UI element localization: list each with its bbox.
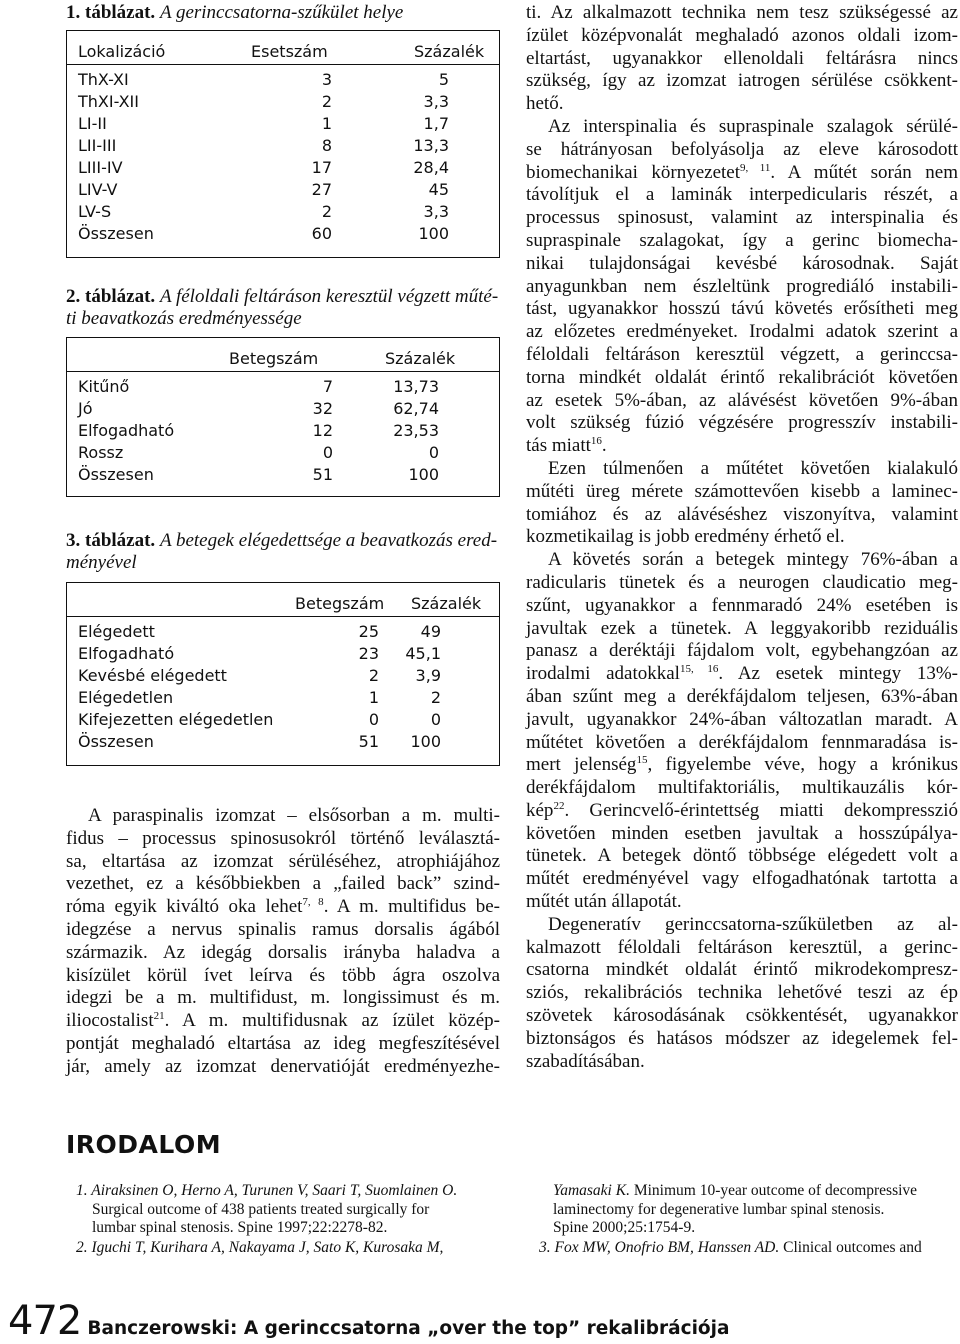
table-cell: 13,3 [413, 136, 449, 155]
paragraph-line: tünetek. A betegek döntő többsége elégedett volt a [526, 845, 958, 867]
table-cell: Elégedett [78, 622, 155, 641]
table1-label: 1. táblázat. [66, 2, 156, 23]
table-cell: Összesen [78, 732, 154, 751]
paragraph-line: róma egyik kiváltó oka lehet [66, 896, 303, 918]
paragraph-line: követően minden esetben javultak a hosszúpálya- [526, 822, 958, 844]
table3-header-rule [67, 616, 499, 617]
reference-authors: 3. Fox MW, Onofrio BM, Hanssen AD. [539, 1238, 780, 1256]
citation: 22 [553, 799, 565, 812]
paragraph-line: távolítjuk el a laminák interpedicularis részét, a [526, 184, 958, 206]
table-row [67, 179, 499, 201]
paragraph-line: műtétet követően a derékfájdalom fennmaradása is- [526, 731, 958, 753]
table-cell: 1,7 [423, 114, 449, 133]
table-cell: LIV-V [78, 180, 118, 199]
table-cell: 0 [428, 443, 439, 462]
paragraph-line: csatorna mindkét oldalát érintő mikrodekompresz- [526, 959, 958, 981]
paragraph-line: idegzése a nervus spinalis ramus dorsalis ágából [66, 918, 500, 940]
paragraph-line: biomechanikai környezetet [526, 161, 740, 183]
citation: 9, 11 [740, 161, 771, 174]
paragraph-line: féloldali feltáráson keresztül végzett, a gerinccsa- [526, 343, 958, 365]
paragraph-line: tást, ugyanakkor hosszú távú követés erősítheti meg [526, 298, 958, 320]
table-row [67, 442, 499, 464]
table-row [67, 157, 499, 179]
table-row [67, 201, 499, 223]
paragraph-line: iliocostalist [66, 1010, 154, 1032]
citation: 16 [590, 435, 602, 448]
paragraph-line: anyagunkban nem észleltünk progrediáló instabili- [526, 275, 958, 297]
table-row [67, 621, 499, 643]
table-cell: 0 [430, 710, 441, 729]
table3-label: 3. táblázat. [66, 530, 156, 551]
table2-label: 2. táblázat. [66, 286, 156, 307]
paragraph-line: származik. Az idegág dorsalis irányba haladva a [66, 941, 500, 963]
table-cell: Jó [78, 399, 93, 418]
paragraph-line: szükség, így az izomzat iatrogen sérülése csökkent- [526, 70, 958, 92]
table-cell: 2 [321, 92, 332, 111]
table-cell: 51 [312, 465, 333, 484]
table1-title: A gerinccsatorna-szűkület helye [159, 2, 404, 23]
paragraph-line: . A műtét során nem [770, 161, 958, 183]
table-cell: 3,3 [423, 202, 449, 221]
table3-title: A betegek elégedettsége a beavatkozás ered- [159, 530, 498, 551]
table2-header-row [67, 348, 499, 370]
table-row [67, 643, 499, 665]
paragraph-line: . A m. multifidus be- [323, 896, 501, 918]
paragraph-line: biztonságos és hatásos módszer az idegelemek fel- [526, 1027, 958, 1049]
table-row [67, 731, 499, 753]
paragraph-line: nikai tulajdonságai kevésbé károsodnak. Saját [526, 252, 958, 274]
page-footer [8, 1298, 729, 1344]
paragraph-line: supraspinale szalagokat, így a gerinc biomecha- [526, 229, 958, 251]
table-cell: 8 [321, 136, 332, 155]
table-cell: Elfogadható [78, 421, 175, 440]
table-cell: 17 [311, 158, 332, 177]
table1-caption [66, 2, 500, 24]
paragraph-line: műtéti üreg mérete számottevően kisebb a laminec- [526, 480, 958, 502]
paragraph-line: Degeneratív gerinccsatorna-szűkületben az al- [548, 913, 958, 935]
paragraph-line: szabadításában. [526, 1050, 645, 1072]
paragraph-line: fidus – processus spinosusokról történő leválasztá- [66, 827, 500, 849]
references-left [76, 1182, 500, 1257]
paragraph-line: pontját meghaladó eltartása az ideg megfeszítésével [66, 1032, 500, 1054]
paragraph-line: torna mindkét oldalát érintő rekalibrációt követően [526, 366, 958, 388]
paragraph-line: Az interspinalia és supraspinale szalagok sérülé- [548, 115, 958, 137]
table3 [66, 582, 500, 766]
table-cell: 23 [358, 644, 379, 663]
paragraph-line: volt szükség fúzió végzésére progresszív instabili- [526, 412, 958, 434]
table-row [67, 398, 499, 420]
table-cell: Összesen [78, 465, 154, 484]
table3-title: ményével [66, 552, 137, 573]
table-cell: 1 [368, 688, 379, 707]
table-cell: 2 [430, 688, 441, 707]
table1-header-row [67, 41, 499, 63]
table-cell: 1 [321, 114, 332, 133]
table-row [67, 376, 499, 398]
table-cell: 0 [368, 710, 379, 729]
reference-text: Minimum 10-year outcome of decompressive [629, 1182, 918, 1199]
paragraph-line: , figyelembe véve, hogy a krónikus [647, 754, 958, 776]
table-cell: 3,3 [423, 92, 449, 111]
reference-authors: Yamasaki K. [553, 1182, 630, 1199]
table-cell: 25 [358, 622, 379, 641]
table1-header: Százalék [414, 42, 485, 61]
table-row [67, 91, 499, 113]
table-cell: 49 [420, 622, 441, 641]
reference-authors: 1. Airaksinen O, Herno A, Turunen V, Saari T, Suomlainen O. [76, 1182, 458, 1199]
table-row [67, 223, 499, 245]
table3-header: Betegszám [295, 594, 385, 613]
table-cell: 100 [408, 465, 439, 484]
paragraph-line: ízület középvonalát meghaladó azonos oldali izom- [526, 24, 958, 46]
table-row [67, 665, 499, 687]
table-cell: LV-S [78, 202, 112, 221]
table1 [66, 30, 500, 258]
right-body-text [526, 2, 958, 1073]
paragraph-line: idegzi be a m. multifidust, m. longissimust és m. [66, 987, 500, 1009]
table-cell: 45 [428, 180, 449, 199]
table2 [66, 337, 500, 497]
table-row [67, 464, 499, 486]
table1-header: Lokalizáció [78, 42, 166, 61]
table-cell: 13,73 [393, 377, 439, 396]
paragraph-line: . Az esetek mintegy 13%- [718, 663, 959, 685]
table-cell: 3 [321, 70, 332, 89]
table2-caption [66, 286, 500, 330]
reference-text: Spine 2000;25:1754-9. [553, 1219, 696, 1236]
paragraph-line: tomiához és az alávéséshez viszonyítva, valamint [526, 503, 958, 525]
paragraph-line: radicularis tünetek és a neurogen claudicatio meg- [526, 571, 958, 593]
paragraph-line: javultak ezek a tünetek. A leggyakoribb reziduális [526, 617, 958, 639]
citation: 15 [636, 754, 648, 767]
table-cell: Kifejezetten elégedetlen [78, 710, 274, 729]
table-cell: 5 [438, 70, 449, 89]
paragraph-line: se hátrányosan befolyásolja az eleve károsodott [526, 138, 958, 160]
table-cell: Kevésbé elégedett [78, 666, 227, 685]
running-title: Banczerowski: A gerinccsatorna „over the top” rekalibrációja [87, 1318, 730, 1339]
reference-authors: 2. Iguchi T, Kurihara A, Nakayama J, Sato K, Kurosaka M, [76, 1238, 444, 1256]
paragraph-line: kozmetikailag is jobb eredmény érhető el. [526, 526, 845, 548]
citation: 21 [153, 1010, 165, 1023]
table-cell: 0 [322, 443, 333, 462]
paragraph-line: hető. [526, 93, 564, 115]
table-cell: 51 [358, 732, 379, 751]
paragraph-line: az előzetes eredményeket. Irodalmi adatok szerint a [526, 321, 958, 343]
paragraph-line: tás miatt [526, 435, 591, 457]
paragraph-line: . Gerincvelő-érintettség miatti dekompresszió [564, 799, 958, 821]
paragraph-line: jár, amely az izomzat denervatióját eredményezhe- [66, 1055, 500, 1077]
table-cell: Elfogadható [78, 644, 175, 663]
paragraph-line: szűnt, ugyanakkor a fennmaradó 24% esetében is [526, 594, 958, 616]
paragraph-line: Ezen túlmenően a műtétet követően kialakuló [548, 457, 958, 479]
table-cell: 23,53 [393, 421, 439, 440]
table-cell: 2 [321, 202, 332, 221]
table-cell: 100 [418, 224, 449, 243]
table-row [67, 420, 499, 442]
paragraph-line: kalmazott féloldali feltáráson keresztül, a gerinc- [526, 936, 958, 958]
references-right [539, 1182, 959, 1257]
table-row [67, 69, 499, 91]
paragraph-line: derékfájdalom multifaktoriális, multikauzális kór- [526, 777, 958, 799]
table3-header: Százalék [411, 594, 482, 613]
paragraph-line: javult, ugyanakkor 24%-ában változatlan maradt. A [526, 708, 958, 730]
table3-caption [66, 530, 500, 574]
table2-header: Betegszám [229, 349, 319, 368]
table-cell: 60 [311, 224, 332, 243]
table-row [67, 113, 499, 135]
paragraph-line: vezethet, ez a későbbiekben a „failed back” szind- [66, 873, 500, 895]
table-cell: 100 [410, 732, 441, 751]
table-cell: Elégedetlen [78, 688, 174, 707]
table-cell: 2 [368, 666, 379, 685]
paragraph-line: kép [526, 799, 554, 821]
paragraph-line: . A m. multifidusnak az ízület közép- [164, 1010, 500, 1032]
page-number: 472 [8, 1298, 82, 1344]
reference-text: laminectomy for degenerative lumbar spinal stenosis. [553, 1200, 885, 1218]
table2-header: Százalék [385, 349, 456, 368]
table-row [67, 687, 499, 709]
table2-title: A féloldali feltáráson keresztül végzett műté- [159, 286, 499, 307]
table-cell: 45,1 [405, 644, 441, 663]
table-cell: ThXI-XII [78, 92, 139, 111]
table-row [67, 709, 499, 731]
table-cell: LIII-IV [78, 158, 123, 177]
table-cell: 62,74 [393, 399, 439, 418]
table2-title: ti beavatkozás eredményessége [66, 308, 302, 329]
table-cell: ThX-XI [78, 70, 129, 89]
table-cell: LI-II [78, 114, 107, 133]
paragraph-line: az esetek 5%-ában, az alávésést követően 9%-ában [526, 389, 958, 411]
table-cell: 12 [312, 421, 333, 440]
table-cell: 3,9 [415, 666, 441, 685]
paragraph-line: ti. Az alkalmazott technika nem tesz szükségessé az [526, 2, 958, 23]
paragraph-line: A követés során a betegek mintegy 76%-ában a [548, 549, 958, 571]
table2-header-rule [67, 371, 499, 372]
table-cell: 27 [311, 180, 332, 199]
table-cell: Összesen [78, 224, 154, 243]
paragraph-line: A paraspinalis izomzat – elsősorban a m. multi- [88, 805, 500, 826]
table-cell: 7 [322, 377, 333, 396]
table-row [67, 135, 499, 157]
citation: 15, 16 [679, 663, 719, 676]
table1-header: Esetszám [251, 42, 328, 61]
paragraph-line: processus spinosust, valamint az interspinalia és [526, 207, 958, 229]
paragraph-line: ában szűnt meg a derékfájdalom teljesen, 63%-ában [526, 685, 958, 707]
reference-text: lumbar spinal stenosis. Spine 1997;22:2278-82. [92, 1219, 388, 1236]
table3-header-row [67, 593, 499, 615]
references-heading: IRODALOM [66, 1130, 222, 1159]
paragraph-line: sa, eltartása az izomzat sérüléséhez, atrophiájához [66, 850, 500, 872]
table-cell: 32 [312, 399, 333, 418]
table-cell: LII-III [78, 136, 117, 155]
paragraph-line: mert jelenség [526, 754, 637, 776]
paragraph-line: panasz a deréktáji fájdalom volt, egybehangzóan az [526, 640, 958, 662]
table-cell: Kitűnő [78, 377, 130, 396]
reference-text: Clinical outcomes and [779, 1238, 922, 1256]
paragraph-line: eltartást, ugyanakkor ellenoldali feltárásra nincs [526, 47, 958, 69]
table-cell: 28,4 [413, 158, 449, 177]
paragraph-line: sziós, rekalibrációs technika lehetővé teszi az ép [526, 982, 958, 1004]
paragraph-line: irodalmi adatokkal [526, 663, 680, 685]
citation: 7, 8 [302, 896, 324, 909]
paragraph-line: műtét után állapotát. [526, 891, 682, 913]
table1-header-rule [67, 64, 499, 65]
left-body-text [66, 805, 500, 1079]
paragraph-line: kisízület körül ívet leírva és több ágra oszolva [66, 964, 500, 986]
reference-text: Surgical outcome of 438 patients treated surgically for [92, 1200, 430, 1218]
table-cell: Rossz [78, 443, 124, 462]
paragraph-line: szövetek károsodásának csökkentését, ugyanakkor [526, 1005, 958, 1027]
paragraph-line: műtét eredményével vagy elfogadhatónak tartotta a [526, 868, 958, 890]
paragraph-line: . [601, 435, 607, 457]
